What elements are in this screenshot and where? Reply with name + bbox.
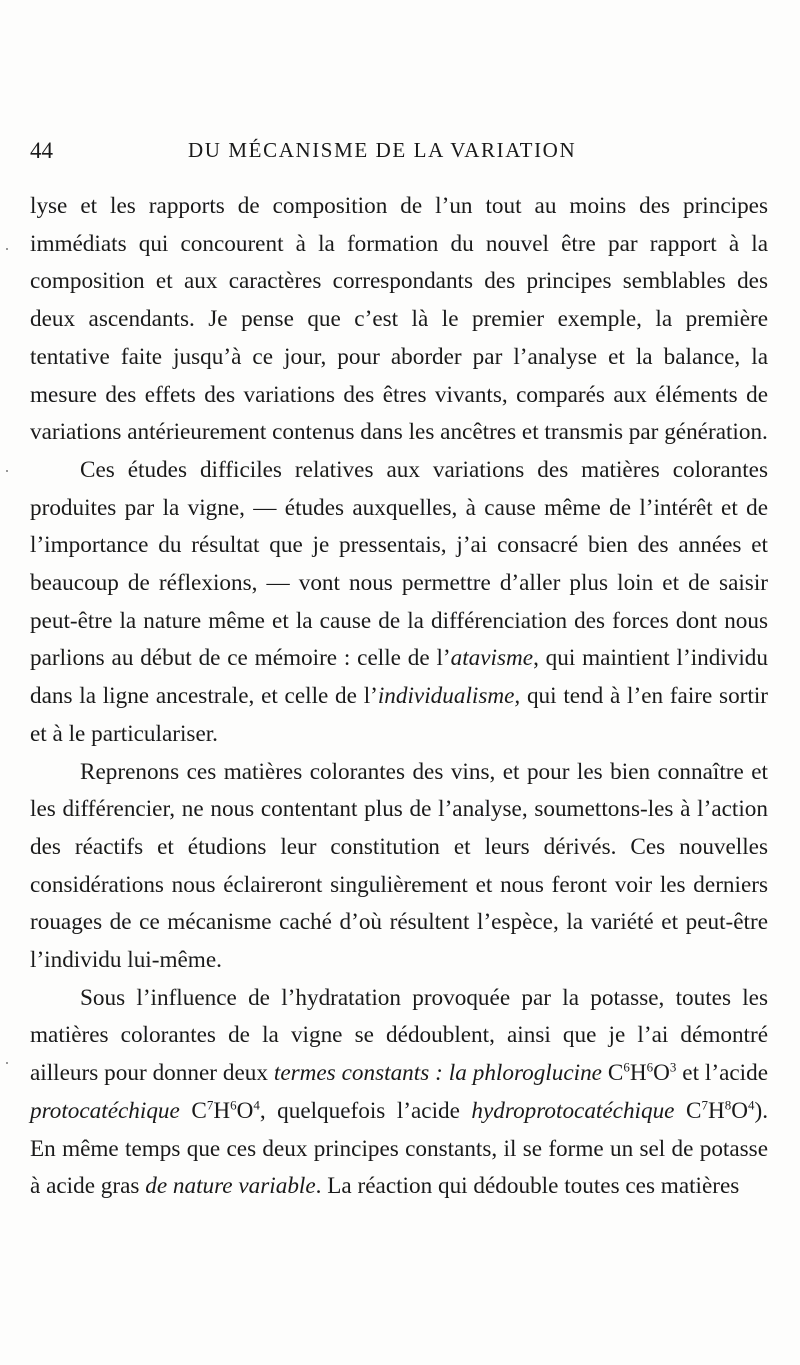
italic-text: de nature variable bbox=[145, 1173, 316, 1200]
text-run: , quelquefois l’acide bbox=[259, 1097, 472, 1124]
text-run: Ces études difficiles relatives aux variations des matières colorantes produites par la vigne, — études auxquelles, à cause même de l’intérêt et de l’importance du résultat que je pressentais, j’ai consacré bien des années et beaucoup de réflexions, — vont nous permettre d’aller plus loin et de saisir peut-être la nature même et la cause de la différenciation des forces dont nous parlions au début de ce mémoire : celle de l’ bbox=[30, 456, 768, 672]
superscript: 6 bbox=[623, 1059, 630, 1075]
paragraph-3 bbox=[30, 754, 768, 980]
text-run: C bbox=[179, 1097, 207, 1124]
text-run: qui tend à l’en faire sortir et à le particulariser. bbox=[30, 683, 768, 747]
superscript: 7 bbox=[206, 1097, 214, 1113]
italic-text: termes constants : la phloroglucine bbox=[273, 1060, 602, 1087]
superscript: 3 bbox=[669, 1059, 677, 1075]
superscript: 6 bbox=[646, 1059, 654, 1075]
body-text bbox=[30, 188, 768, 1206]
text-run: . La réaction qui dédouble toutes ces matières bbox=[315, 1173, 740, 1200]
superscript: 4 bbox=[747, 1097, 755, 1113]
text-run: C bbox=[674, 1097, 702, 1124]
text-run: O bbox=[653, 1060, 670, 1087]
page-number: 44 bbox=[30, 138, 53, 163]
italic-text: individualisme, bbox=[377, 683, 521, 710]
text-run: O bbox=[731, 1097, 748, 1124]
text-run: Sous l’influence de l’hydratation provoquée par la potasse, toutes les matières colorantes de la vigne se dédoublent, ainsi que je l’ai démontré ailleurs pour donner deux bbox=[30, 984, 768, 1087]
paragraph-2 bbox=[30, 452, 768, 754]
italic-text: hydroprotocatéchique bbox=[471, 1097, 675, 1124]
superscript: 4 bbox=[253, 1097, 260, 1113]
superscript: 7 bbox=[701, 1097, 708, 1113]
margin-speck bbox=[6, 1062, 8, 1064]
italic-text: atavisme bbox=[450, 645, 534, 672]
superscript: 6 bbox=[230, 1097, 237, 1113]
text-run: C bbox=[601, 1060, 624, 1087]
superscript: 8 bbox=[724, 1097, 732, 1113]
margin-speck bbox=[6, 470, 8, 472]
text-run: et l’acide bbox=[676, 1060, 769, 1087]
text-run: H bbox=[213, 1097, 231, 1124]
text-run: lyse et les rapports de composition de l’un tout au moins des principes immédiats qui concourent à la formation du nouvel être par rapport à la composition et aux caractères correspondants des principes semblables des deux ascendants. Je pense que c’est là le premier exemple, la première tentative faite jusqu’à ce jour, pour aborder par l’analyse et la balance, la mesure des effets des variations des êtres vivants, comparés aux éléments de variations antérieurement contenus dans les ancêtres et transmis par génération. bbox=[30, 193, 768, 446]
paragraph-1 bbox=[30, 188, 768, 452]
text-run: H bbox=[707, 1097, 725, 1124]
italic-text: protocatéchique bbox=[30, 1097, 180, 1124]
text-run: , qui maintient l’individu dans la ligne ancestrale, et celle de l’ bbox=[30, 645, 768, 710]
text-run: Reprenons ces matières colorantes des vins, et pour les bien connaître et les différencier, ne nous contentant plus de l’analyse, soumettons-les à l’action des réactifs et étudions leur constitution et leurs dérivés. Ces nouvelles considérations nous éclaireront singulièrement et nous feront voir les derniers rouages de ce mécanisme caché d’où résultent l’espèce, la variété et peut-être l’individu lui-même. bbox=[30, 758, 768, 974]
margin-speck bbox=[6, 248, 8, 250]
running-title: DU MÉCANISME DE LA VARIATION bbox=[188, 138, 577, 162]
paragraph-4 bbox=[30, 980, 768, 1206]
text-run: O bbox=[236, 1097, 254, 1124]
text-run: H bbox=[629, 1060, 647, 1087]
text-run: ). En même temps que ces deux principes constants, il se forme un sel de potasse à acide gras bbox=[30, 1097, 768, 1200]
page-header bbox=[30, 138, 772, 168]
